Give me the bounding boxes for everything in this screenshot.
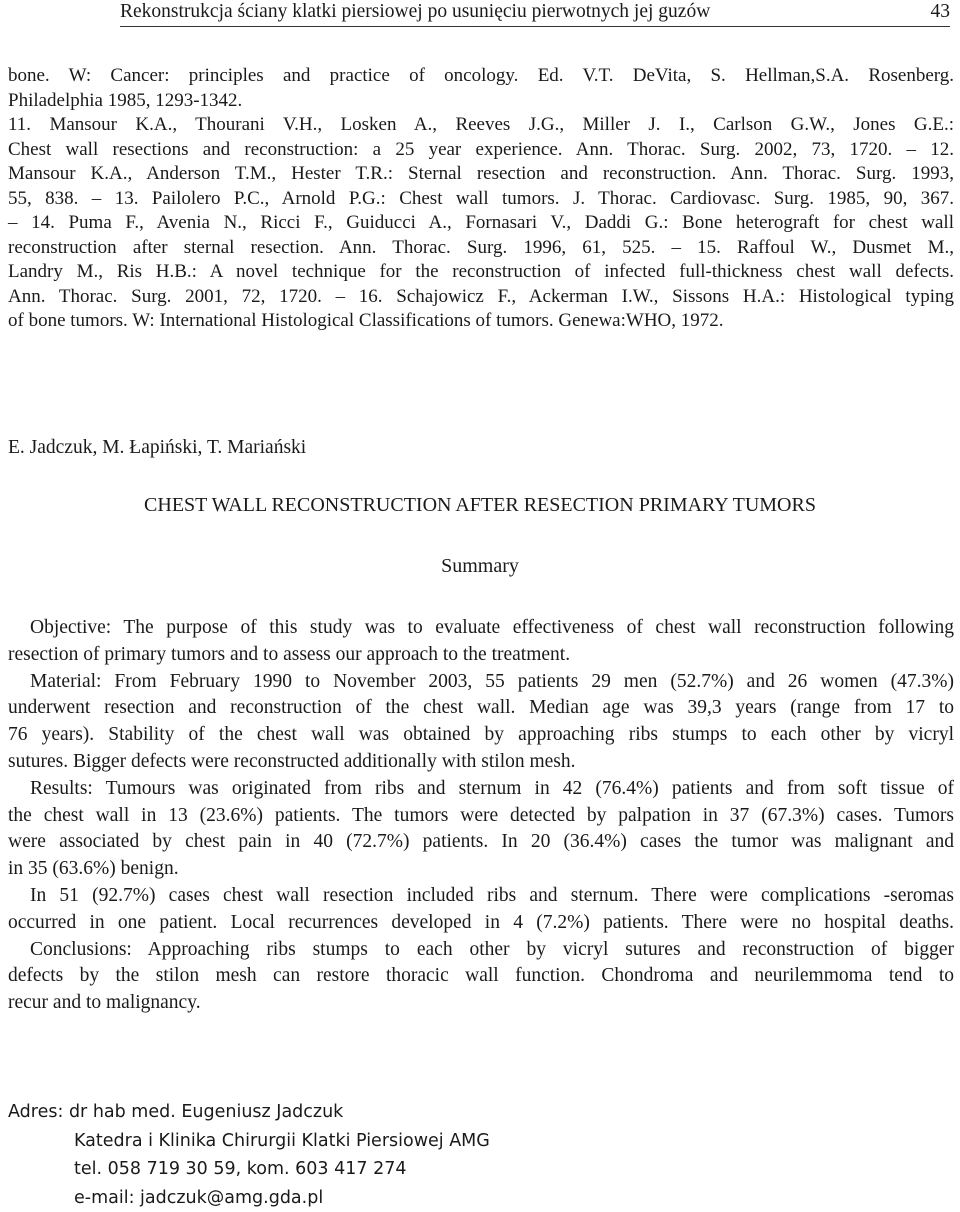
abstract-line: Conclusions: Approaching ribs stumps to each other by vicryl sutures and reconstruction of bigger (8, 937, 954, 964)
reference-line: Chest wall resections and reconstruction: a 25 year experience. Ann. Thorac. Surg. 2002, 73, 1720. – 12. (8, 138, 954, 163)
reference-line: Ann. Thorac. Surg. 2001, 72, 1720. – 16. Schajowicz F., Ackerman I.W., Sissons H.A.: Histological typing (8, 285, 954, 310)
reference-line: Mansour K.A., Anderson T.M., Hester T.R.: Sternal resection and reconstruction. Ann. Thorac. Surg. 1993, (8, 162, 954, 187)
abstract-line: in 35 (63.6%) benign. (8, 856, 954, 883)
email-address: e-mail: jadczuk@amg.gda.pl (8, 1184, 490, 1212)
abstract-line: occurred in one patient. Local recurrences developed in 4 (7.2%) patients. There were no hospital deaths. (8, 910, 954, 937)
address-line: tel. 058 719 30 59, kom. 603 417 274 (8, 1155, 490, 1184)
article-title: CHEST WALL RECONSTRUCTION AFTER RESECTION PRIMARY TUMORS (0, 494, 960, 517)
abstract-line: recur and to malignancy. (8, 990, 954, 1017)
abstract-line: were associated by chest pain in 40 (72.7%) patients. In 20 (36.4%) cases the tumor was malignant and (8, 829, 954, 856)
page-number: 43 (931, 0, 951, 24)
running-title: Rekonstrukcja ściany klatki piersiowej po usunięciu pierwotnych jej guzów (120, 0, 710, 24)
running-header (120, 0, 950, 27)
abstract-line: In 51 (92.7%) cases chest wall resection included ribs and sternum. There were complications -seromas (8, 883, 954, 910)
references-block (8, 64, 954, 334)
abstract-line: Material: From February 1990 to November 2003, 55 patients 29 men (52.7%) and 26 women (47.3%) (8, 669, 954, 696)
correspondence-address (8, 1098, 490, 1212)
address-line: dr hab med. Eugeniusz Jadczuk (69, 1102, 343, 1122)
address-label: Adres: (8, 1102, 63, 1122)
abstract-line: Objective: The purpose of this study was to evaluate effectiveness of chest wall reconstruction following (8, 615, 954, 642)
reference-line: 55, 838. – 13. Pailolero P.C., Arnold P.G.: Chest wall tumors. J. Thorac. Cardiovasc. Surg. 1985, 90, 367. (8, 187, 954, 212)
abstract-line: sutures. Bigger defects were reconstructed additionally with stilon mesh. (8, 749, 954, 776)
reference-line: of bone tumors. W: International Histological Classifications of tumors. Genewa:WHO, 1972. (8, 309, 954, 334)
reference-line: Philadelphia 1985, 1293-1342. (8, 89, 954, 114)
abstract-line: defects by the stilon mesh can restore thoracic wall function. Chondroma and neurilemmoma tend to (8, 963, 954, 990)
abstract-line: 76 years). Stability of the chest wall was obtained by approaching ribs stumps to each other by vicryl (8, 722, 954, 749)
abstract-line: underwent resection and reconstruction of the chest wall. Median age was 39,3 years (range from 17 to (8, 695, 954, 722)
reference-line: bone. W: Cancer: principles and practice of oncology. Ed. V.T. DeVita, S. Hellman,S.A. Rosenberg. (8, 64, 954, 89)
summary-heading: Summary (0, 555, 960, 578)
reference-line: – 14. Puma F., Avenia N., Ricci F., Guiducci A., Fornasari V., Daddi G.: Bone heterograft for chest wall (8, 211, 954, 236)
address-line: Katedra i Klinika Chirurgii Klatki Piersiowej AMG (8, 1127, 490, 1156)
abstract-line: resection of primary tumors and to assess our approach to the treatment. (8, 642, 954, 669)
abstract-line: Results: Tumours was originated from ribs and sternum in 42 (76.4%) patients and from soft tissue of (8, 776, 954, 803)
abstract-block (8, 615, 954, 1017)
reference-line: Landry M., Ris H.B.: A novel technique for the reconstruction of infected full-thickness chest wall defects. (8, 260, 954, 285)
address-first-row (8, 1098, 490, 1127)
reference-line: reconstruction after sternal resection. Ann. Thorac. Surg. 1996, 61, 525. – 15. Raffoul W., Dusmet M., (8, 236, 954, 261)
reference-line: 11. Mansour K.A., Thourani V.H., Losken A., Reeves J.G., Miller J. I., Carlson G.W., Jones G.E.: (8, 113, 954, 138)
article-authors: E. Jadczuk, M. Łapiński, T. Mariański (8, 437, 306, 459)
abstract-line: the chest wall in 13 (23.6%) patients. The tumors were detected by palpation in 37 (67.3%) cases. Tumors (8, 803, 954, 830)
